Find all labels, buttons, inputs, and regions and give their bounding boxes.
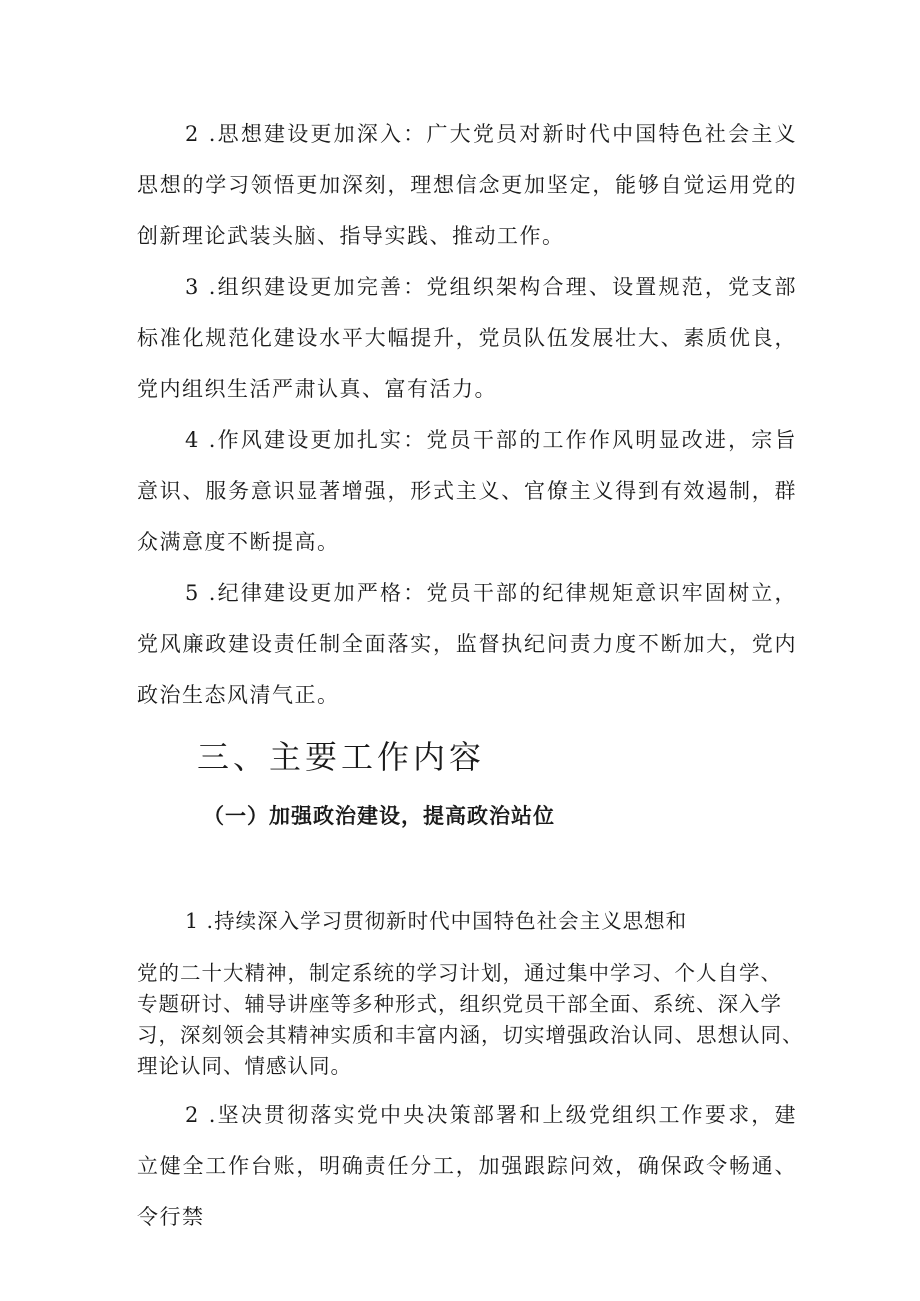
subsection-heading: （一）加强政治建设，提高政治站位 [203,803,555,828]
paragraph-discipline-building: 5 .纪律建设更加严格：党员干部的纪律规矩意识牢固树立，党风廉政建设责任制全面落实，监督执纪问责力度不断加大，党内政治生态风清气正。 [137,581,797,707]
item-1-first-line: 1 .持续深入学习贯彻新时代中国特色社会主义思想和 [185,909,688,933]
paragraph-organizational-building: 3 .组织建设更加完善：党组织架构合理、设置规范，党支部标准化规范化建设水平大幅提升，党员队伍发展壮大、素质优良，党内组织生活严肃认真、富有活力。 [137,275,797,401]
item-1-line: 党的二十大精神，制定系统的学习计划，通过集中学习、个人自学、 [137,961,782,985]
paragraph-ideological-building: 2 .思想建设更加深入：广大党员对新时代中国特色社会主义思想的学习领悟更加深刻，理想信念更加坚定，能够自觉运用党的创新理论武装头脑、指导实践、推动工作。 [137,122,797,248]
item-2: 2 .坚决贯彻落实党中央决策部署和上级党组织工作要求，建立健全工作台账，明确责任分工，加强跟踪问效，确保政令畅通、令行禁 [137,1103,797,1229]
paragraph-work-style-building: 4 .作风建设更加扎实：党员干部的工作作风明显改进，宗旨意识、服务意识显著增强，形式主义、官僚主义得到有效遏制，群众满意度不断提高。 [137,428,797,554]
item-1-line: 专题研讨、辅导讲座等多种形式，组织党员干部全面、系统、深入学 [137,992,782,1016]
section-heading: 三、主要工作内容 [197,738,486,776]
item-1-line: 习，深刻领会其精神实质和丰富内涵，切实增强政治认同、思想认同、 [137,1023,804,1047]
item-1-line: 理论认同、情感认同。 [137,1054,352,1078]
